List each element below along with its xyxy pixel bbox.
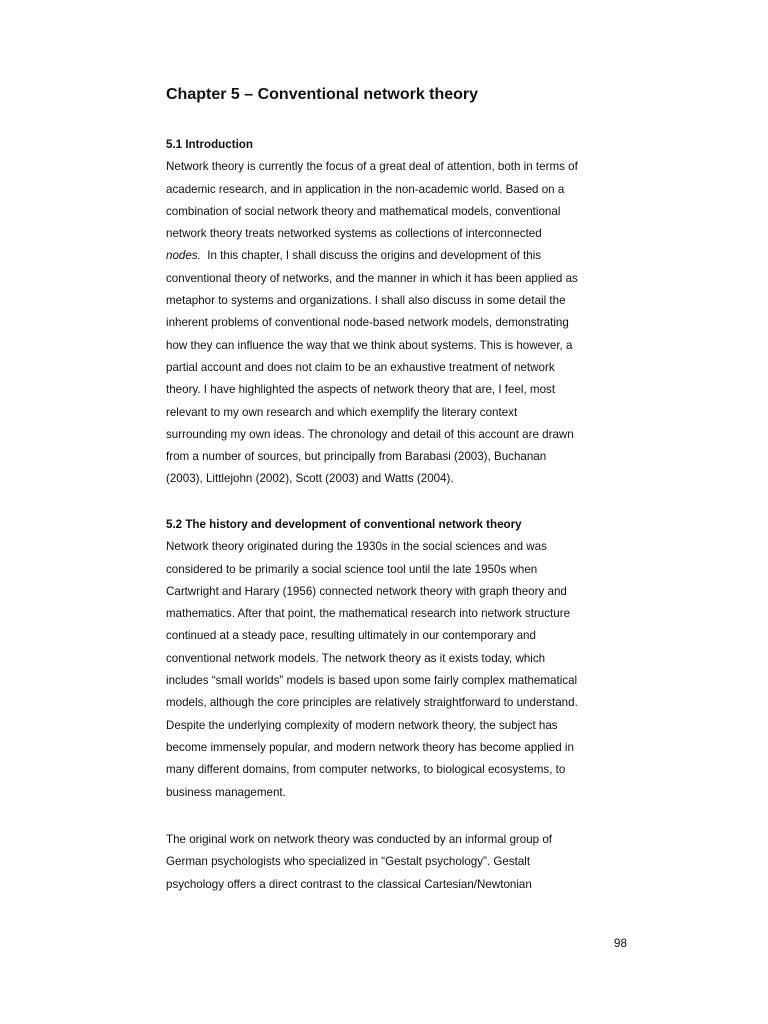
section-introduction [166, 134, 638, 491]
paragraph-line: (2003), Littlejohn (2002), Scott (2003) and Watts (2004). [166, 472, 454, 486]
paragraph-line: Network theory is currently the focus of a great deal of attention, both in terms of [166, 160, 578, 174]
paragraph-line: Network theory originated during the 1930s in the social sciences and was [166, 540, 547, 554]
paragraph-line: relevant to my own research and which exemplify the literary context [166, 405, 518, 419]
paragraph-line: theory. I have highlighted the aspects of network theory that are, I feel, most [166, 383, 556, 397]
paragraph-line: psychology offers a direct contrast to the classical Cartesian/Newtonian [166, 877, 532, 891]
paragraph-line: models, although the core principles are relatively straightforward to understand. [166, 696, 578, 710]
paragraph-line: become immensely popular, and modern network theory has become applied in [166, 740, 574, 754]
paragraph-line: Despite the underlying complexity of modern network theory, the subject has [166, 718, 558, 732]
paragraph-line: combination of social network theory and mathematical models, conventional [166, 204, 561, 218]
paragraph-line: conventional theory of networks, and the manner in which it has been applied as [166, 271, 578, 285]
paragraph-line: continued at a steady pace, resulting ultimately in our contemporary and [166, 629, 536, 643]
paragraph-line [166, 245, 638, 267]
paragraph-line: inherent problems of conventional node-based network models, demonstrating [166, 316, 569, 330]
paragraph-line: surrounding my own ideas. The chronology and detail of this account are drawn [166, 427, 574, 441]
chapter-title: Chapter 5 – Conventional network theory [166, 86, 479, 103]
paragraph-line: German psychologists who specialized in “Gestalt psychology”. Gestalt [166, 855, 531, 869]
line-text: In this chapter, I shall discuss the origins and development of this [207, 249, 542, 263]
paragraph-line: conventional network models. The network theory as it exists today, which [166, 651, 546, 665]
section-history [166, 514, 638, 804]
paragraph-line: includes “small worlds” models is based upon some fairly complex mathematical [166, 674, 578, 688]
section-heading: 5.1 Introduction [166, 138, 253, 151]
paragraph-line: mathematics. After that point, the mathematical research into network structure [166, 607, 571, 621]
paragraph-line: metaphor to systems and organizations. I shall also discuss in some detail the [166, 294, 566, 308]
page-number: 98 [614, 937, 627, 950]
paragraph-line: network theory treats networked systems as collections of interconnected [166, 227, 542, 241]
section-heading: 5.2 The history and development of conventional network theory [166, 518, 522, 531]
paragraph-line: partial account and does not claim to be an exhaustive treatment of network [166, 360, 555, 374]
paragraph-line: Cartwright and Harary (1956) connected network theory with graph theory and [166, 584, 567, 598]
paragraph-line: from a number of sources, but principally from Barabasi (2003), Buchanan [166, 450, 547, 464]
paragraph-line: business management. [166, 785, 286, 799]
italic-term: nodes. [166, 249, 201, 263]
paragraph-line: academic research, and in application in the non-academic world. Based on a [166, 182, 565, 196]
paragraph-line: considered to be primarily a social science tool until the late 1950s when [166, 562, 538, 576]
paragraph-line: The original work on network theory was conducted by an informal group of [166, 833, 553, 846]
paragraph-gestalt [166, 829, 638, 896]
paragraph-line: many different domains, from computer networks, to biological ecosystems, to [166, 763, 566, 777]
page-content [166, 84, 638, 891]
paragraph-line: how they can influence the way that we think about systems. This is however, a [166, 338, 573, 352]
